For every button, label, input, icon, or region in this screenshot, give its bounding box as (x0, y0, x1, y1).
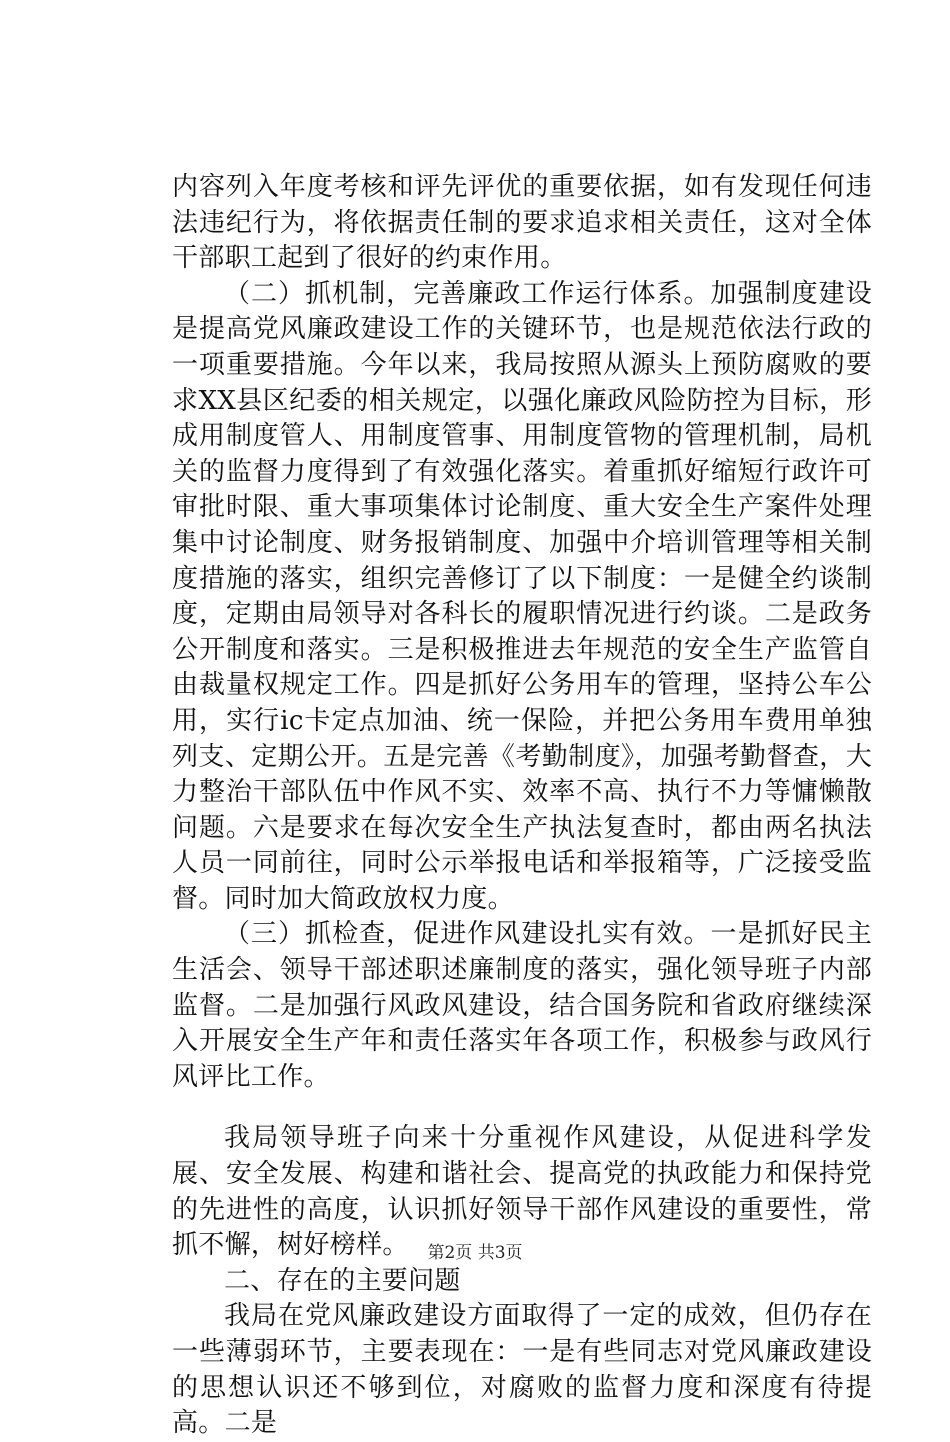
page-number-footer: 第2页 共3页 (427, 1243, 523, 1263)
paragraph-mechanism: （二）抓机制，完善廉政工作运行体系。加强制度建设是提高党风廉政建设工作的关键环节，也是规范依法行政的一项重要措施。今年以来，我局按照从源头上预防腐败的要求XX县区纪委的相关规定，以强化廉政风险防控为目标，形成用制度管人、用制度管事、用制度管物的管理机制，局机关的监督力度得到了有效强化落实。着重抓好缩短行政许可审批时限、重大事项集体讨论制度、重大安全生产案件处理集中讨论制度、财务报销制度、加强中介培训管理等相关制度措施的落实，组织完善修订了以下制度：一是健全约谈制度，定期由局领导对各科长的履职情况进行约谈。二是政务公开制度和落实。三是积极推进去年规范的安全生产监管自由裁量权规定工作。四是抓好公务用车的管理，坚持公车公用，实行ic卡定点加油、统一保险，并把公务用车费用单独列支、定期公开。五是完善《考勤制度》，加强考勤督查，大力整治干部队伍中作风不实、效率不高、执行不力等慵懒散问题。六是要求在每次安全生产执法复查时，都由两名执法人员一同前往，同时公示举报电话和举报箱等，广泛接受监督。同时加大简政放权力度。 (172, 278, 872, 914)
paragraph-inspection: （三）抓检查，促进作风建设扎实有效。一是抓好民主生活会、领导干部述职述廉制度的落实，强化领导班子内部监督。二是加强行风政风建设，结合国务院和省政府继续深入开展安全生产年和责任落实年各项工作，积极参与政风行风评比工作。 (172, 919, 872, 1092)
section-heading-problems: 二、存在的主要问题 (224, 1265, 461, 1296)
paragraph-leadership: 我局领导班子向来十分重视作风建设，从促进科学发展、安全发展、构建和谐社会、提高党的执政能力和保持党的先进性的高度，认识抓好领导干部作风建设的重要性，常抓不懈，树好榜样。 (172, 1123, 872, 1261)
paragraph-problems: 我局在党风廉政建设方面取得了一定的成效，但仍存在一些薄弱环节，主要表现在：一是有些同志对党风廉政建设的思想认识还不够到位，对腐败的监督力度和深度有待提高。二是 (172, 1301, 872, 1439)
paragraph-continuation: 内容列入年度考核和评先评优的重要依据，如有发现任何违法违纪行为，将依据责任制的要求追求相关责任，这对全体干部职工起到了很好的约束作用。 (172, 172, 872, 274)
paragraph-gap (172, 1095, 872, 1121)
